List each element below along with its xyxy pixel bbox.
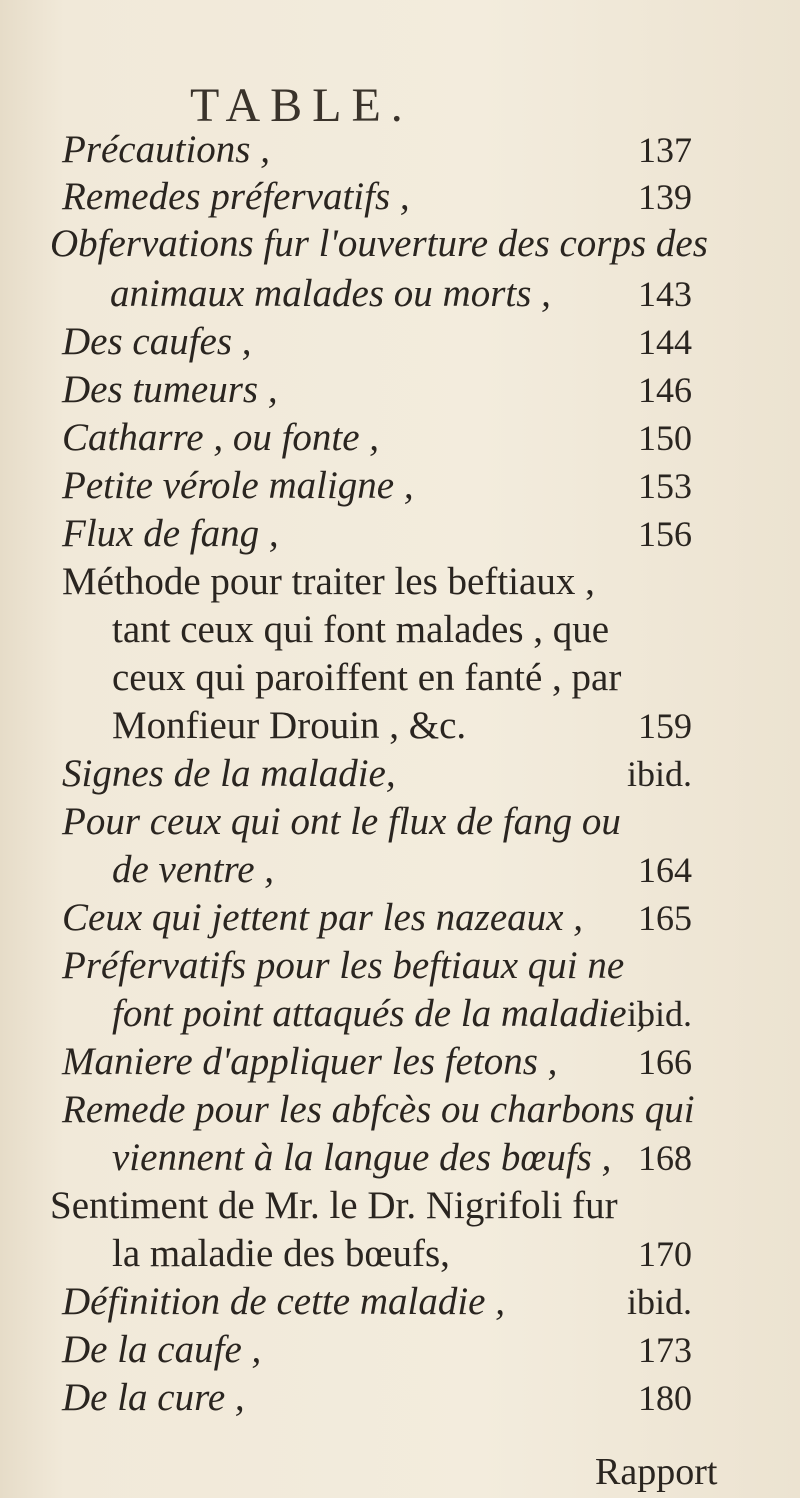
- toc-entry-text: Pour ceux qui ont le flux de fang ou: [62, 800, 621, 843]
- catchword: Rapport: [595, 1451, 718, 1493]
- toc-entry-page: 165: [638, 898, 692, 938]
- page-title: TABLE.: [190, 79, 413, 132]
- toc-entry-page: 180: [638, 1378, 692, 1418]
- toc-entry-page: 173: [638, 1330, 692, 1370]
- toc-entry-page: 159: [638, 706, 692, 746]
- toc-entry-text: animaux malades ou morts ,: [110, 272, 551, 315]
- toc-entry-text: Des caufes ,: [62, 320, 252, 363]
- toc-entry-page: 137: [638, 130, 692, 170]
- toc-entry-page: 156: [638, 514, 692, 554]
- toc-entry-page: 143: [638, 274, 692, 314]
- toc-entry-text: Sentiment de Mr. le Dr. Nigrifoli fur: [50, 1184, 618, 1227]
- toc-entry-text: Remede pour les abfcès ou charbons qui: [62, 1088, 695, 1131]
- toc-entry-page: 166: [638, 1042, 692, 1082]
- toc-entry-text: Obfervations fur l'ouverture des corps des: [50, 222, 708, 265]
- toc-entry-text: Définition de cette maladie ,: [62, 1280, 505, 1323]
- toc-entry-text: font point attaqués de la maladie ,: [112, 992, 647, 1035]
- toc-entry-text: viennent à la langue des bœufs ,: [112, 1136, 612, 1179]
- toc-entry-page: 153: [638, 466, 692, 506]
- toc-entry-page: 146: [638, 370, 692, 410]
- toc-entry-text: Précautions ,: [62, 128, 270, 171]
- toc-entry-page: 144: [638, 322, 692, 362]
- toc-entry-text: Petite vérole maligne ,: [62, 464, 414, 507]
- toc-entry-text: Préfervatifs pour les beftiaux qui ne: [62, 944, 625, 987]
- toc-entry-page: 170: [638, 1234, 692, 1274]
- toc-entry-text: Maniere d'appliquer les fetons ,: [62, 1040, 558, 1083]
- toc-entry-text: Ceux qui jettent par les nazeaux ,: [62, 896, 583, 939]
- toc-entry-text: Signes de la maladie,: [62, 752, 396, 795]
- toc-entry-page: 164: [638, 850, 692, 890]
- toc-entry-text: de ventre ,: [112, 848, 275, 891]
- toc-entry-text: tant ceux qui font malades , que: [112, 608, 610, 651]
- toc-entry-page: ibid.: [626, 994, 692, 1034]
- toc-entry-text: Méthode pour traiter les beftiaux ,: [62, 560, 595, 603]
- toc-entry-text: De la cure ,: [62, 1376, 245, 1419]
- toc-entry-page: ibid.: [626, 754, 692, 794]
- toc-entry-text: la maladie des bœufs,: [112, 1232, 450, 1275]
- toc-entry-text: Monfieur Drouin , &c.: [112, 704, 467, 747]
- toc-entry-page: 168: [638, 1138, 692, 1178]
- toc-entry-text: Catharre , ou fonte ,: [62, 416, 380, 459]
- toc-entry-page: ibid.: [626, 1282, 692, 1322]
- toc-entry-text: Flux de fang ,: [62, 512, 279, 555]
- toc-entry-text: ceux qui paroiffent en fanté , par: [112, 656, 622, 699]
- toc-entry-text: De la caufe ,: [62, 1328, 262, 1371]
- toc-entry-text: Des tumeurs ,: [62, 368, 278, 411]
- toc-entry-page: 139: [638, 177, 692, 217]
- toc-entry-text: Remedes préfervatifs ,: [62, 175, 410, 218]
- toc-entry-page: 150: [638, 418, 692, 458]
